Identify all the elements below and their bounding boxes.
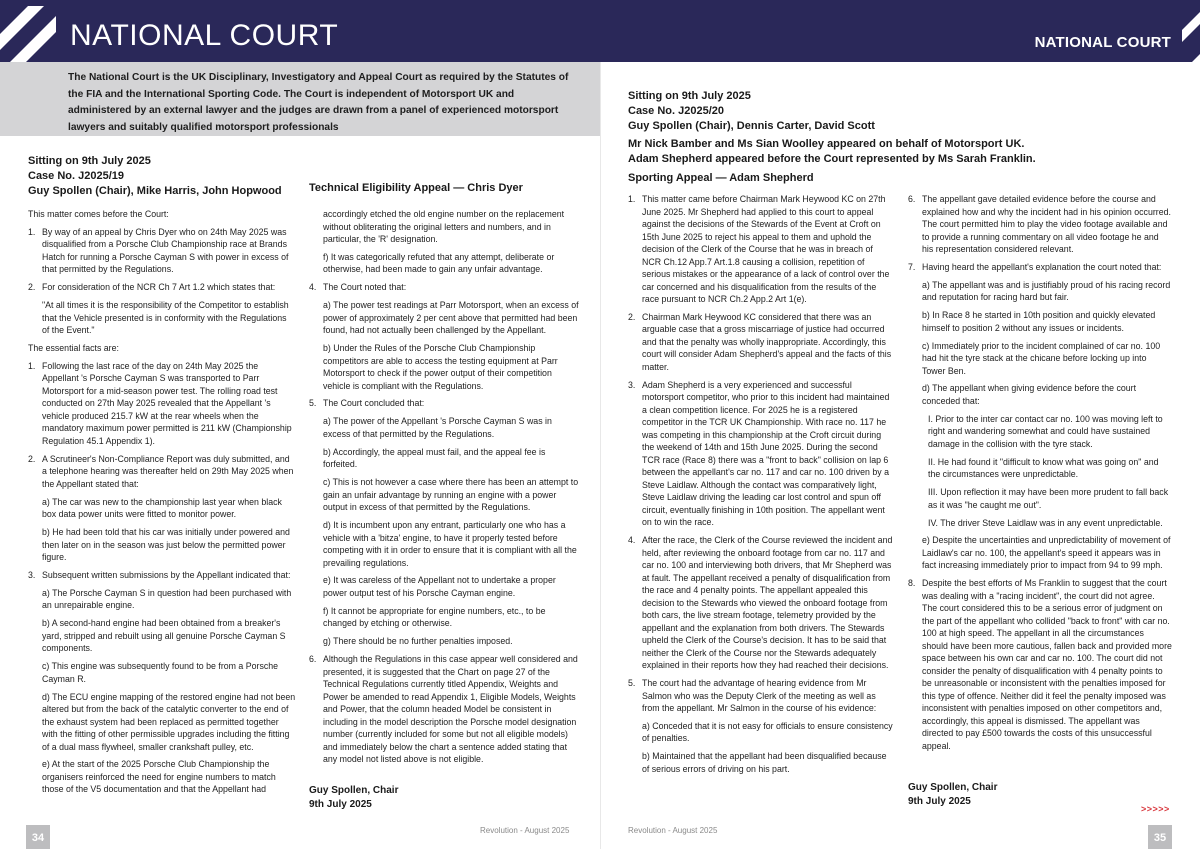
list-item: 2. Chairman Mark Heywood KC considered that there was an arguable case that a gross miscarriage of justice had occurred and that the penalty was wholly inappropriate. Accordingly, this court will consider Adam Shepherd's appeal and the facts of this matter.: [628, 311, 892, 372]
sub-sub-item: IV. The driver Steve Laidlaw was in any event unpredictable.: [928, 517, 1163, 528]
sub-item: c) This engine was subsequently found to be from a Porsche Cayman R.: [42, 661, 279, 684]
stripe-decoration-right: [1178, 0, 1200, 62]
case-header-left: [28, 154, 282, 199]
list-item: 2. For consideration of the NCR Ch 7 Art 1.2 which states that:: [28, 282, 276, 293]
sub-item: c) Immediately prior to the incident complained of car no. 100 had hit the tyre stack at the chicane before locking up into Tower Ben.: [922, 340, 1161, 376]
publication-left: Revolution - August 2025: [480, 826, 570, 835]
sub-item: b) Accordingly, the appeal must fail, and the appeal fee is forfeited.: [323, 446, 546, 470]
list-item: 1. This matter came before Chairman Mark Heywood KC on 27th June 2025. Mr Shepherd had applied to this court to appeal against the decisions of the Stewards of the Event at Croft on 15th June 2025 to reject his appeal to them and uphold the decision of the Clerk of the Course that he was in breach of NCR Ch.12 App.7 Art.1.8 causing a collision, repetition of serious mistakes or the appearance of a lack of control over the car concerned and his disqualification from the results of the race pursuant to NCR Ch.2 App.2 Art 1(e).: [628, 194, 890, 304]
paragraph: The essential facts are:: [28, 343, 119, 354]
signoff-name: Guy Spollen, Chair: [309, 785, 399, 796]
list-item: 6. Although the Regulations in this case appear well considered and presented, it is suggested that the Chart on page 27 of the Technical Regulations currently titled Appendix, Weights and Power be amended to read Appendix 1, Eligible Models, Weights and Power, that the column headed Model be consistent in including in the model description the Porsche model designation number (currently included for some but not all eligible models) and immediately below the chart a sentence added stating that any model not listed above is not eligible.: [309, 654, 578, 765]
signoff-right: [908, 781, 997, 808]
appeal-title-right: Sporting Appeal — Adam Shepherd: [628, 172, 814, 184]
signoff-date: 9th July 2025: [309, 798, 372, 810]
intro-text: The National Court is the UK Disciplinary, Investigatory and Appeal Court as required by the Statutes of the FIA and the International Sporting Code. The Court is independent of Motorsport UK and administered by an external lawyer and the judges are drawn from a panel of experienced motorsport lawyers and suitably qualified motorsport professionals: [68, 72, 569, 133]
column-2: [309, 208, 579, 771]
signoff-date: 9th July 2025: [908, 795, 971, 807]
header-bar: [0, 0, 1200, 62]
sub-item: a) The power of the Appellant 's Porsche Cayman S was in excess of that permitted by the Regulations.: [323, 416, 552, 439]
signoff-left: [309, 784, 398, 811]
sub-item: b) In Race 8 he started in 10th position and quickly elevated himself to position 2 without any issues or incidents.: [922, 310, 1156, 333]
sub-item: d) The appellant when giving evidence before the court conceded that:: [922, 383, 1137, 406]
signoff-name: Guy Spollen, Chair: [908, 782, 998, 793]
sitting-date: Sitting on 9th July 2025: [628, 90, 751, 102]
list-item: 1. Following the last race of the day on 24th May 2025 the Appellant 's Porsche Cayman S was transported to Parr Motorsport for a mid-season power test. The rolling road test conducted on 27th May 2025 revealed that the Appellant 's vehicle produced 215.7 kW at the rear wheels when the mandatory maximum power permitted is 211 kW (Championship Regulation 45.1 Appendix 1).: [28, 360, 292, 446]
sub-item: a) The car was new to the championship last year when black box data power units were fitted to monitor power.: [42, 496, 282, 520]
stripe-decoration-left: [0, 0, 60, 62]
list-item: 7. Having heard the appellant's explanation the court noted that:: [908, 261, 1162, 272]
sub-item: b) A second-hand engine had been obtained from a breaker's yard, stripped and rebuilt using all genuine Porsche Cayman S components.: [42, 618, 286, 654]
list-item: 8. Despite the best efforts of Ms Franklin to suggest that the court was dealing with a "racing incident", the court did not agree. The court considered this to be a serious error of judgment on the part of the appellant who collided "back to front" with car no. 100 at high speed. The appellant in all the circumstances should have been more cautious, fallen back and provided more space between his own car and car no. 100. The court did not consider the penalty of disqualification with 4 penalty points to be unreasonable or inconsistent with the penalties imposed for this type of offence. Neither did it feel the penalty imposed was inconsistent with penalties imposed on other competitors and, accordingly, this appeal is dismissed. The appellant was directed to pay £500 towards the costs of this unsuccessful appeal.: [908, 578, 1172, 751]
paragraph: This matter comes before the Court:: [28, 209, 169, 219]
panel-members: Guy Spollen (Chair), Dennis Carter, David Scott: [628, 120, 875, 132]
appearances: [628, 137, 1036, 167]
sub-item: b) Under the Rules of the Porsche Club Championship competitors are able to access the testing equipment at Parr Motorsport to check if the power output of their competition vehicle is compliant with the Regulations.: [323, 343, 558, 391]
sub-item: a) Conceded that it is not easy for officials to ensure consistency of penalties.: [642, 720, 893, 744]
sub-item: c) This is not however a case where there has been an attempt to gain an unfair advantage by running an engine with a power output in excess of that permitted by the Regulations.: [323, 477, 579, 513]
sub-item: a) The appellant was and is justifiably proud of his racing record and reputation for racing hard but fair.: [922, 279, 1171, 303]
case-number: Case No. J2025/20: [628, 105, 725, 117]
sub-item: g) There should be no further penalties imposed.: [323, 636, 513, 647]
sub-item: d) The ECU engine mapping of the restored engine had not been altered but from the back of the catalytic converter to the end of the exhaust system had been replaced as permitted together with the fitting of other permissible upgrades including the fitting of a dual mass flywheel, smaller crankshaft pulley, etc.: [42, 691, 296, 752]
list-item: 3. Adam Shepherd is a very experienced and successful motorsport competitor, who prior to this incident had maintained a clean competition licence. For 2025 he is a registered competitor in the TCR UK Championship. With race no. 117 he was competing in this championship at the Croft circuit during the weekend of 14th and 15th June 2025. During the second TCR race (Race 8) there was a "front to back" collision on lap 6 between the appellant's car no. 117 and car no. 100 driven by a Steve Laidlaw. Although the contact was comparatively light, Steve Laidlaw driving the leading car lost control and spun off circuit, eventually finishing in 10th position. The appellant went on to win the race.: [628, 379, 890, 528]
column-1: [28, 208, 296, 801]
sub-item: a) The power test readings at Parr Motorsport, when an excess of power of approximately 2 per cent above that permitted had been found, had not actually been challenged by the Appellant.: [323, 300, 579, 336]
sub-item: e) It was careless of the Appellant not to undertake a proper power output test of his Porsche Cayman engine.: [323, 575, 556, 598]
appearance-line: Mr Nick Bamber and Ms Sian Woolley appeared on behalf of Motorsport UK.: [628, 138, 1025, 150]
page-number-right: 35: [1148, 825, 1172, 849]
continue-arrows: >>>>>: [1141, 804, 1170, 814]
sub-item: accordingly etched the old engine number on the replacement without obliterating the original letters and numbers, and in particular, the 'R' designation.: [323, 209, 565, 244]
sub-sub-item: II. He had found it "difficult to know what was going on" and the circumstances were unpredictable.: [928, 456, 1159, 480]
appearance-line: Adam Shepherd appeared before the Court represented by Ms Sarah Franklin.: [628, 153, 1036, 165]
list-item: 2. A Scrutineer's Non-Compliance Report was duly submitted, and a telephone hearing was thereafter held on 29th May 2025 when the Appellant stated that:: [28, 453, 294, 489]
sub-item: b) He had been told that his car was initially under powered and then later on in the season was just below the permitted power figure.: [42, 527, 290, 563]
sub-item: e) Despite the uncertainties and unpredictability of movement of Laidlaw's car no. 100, the appellant's speed it appears was in fact increasing immediately prior to impact from 94 to 99 mph.: [922, 535, 1171, 571]
sub-item: a) The Porsche Cayman S in question had been purchased with an unrepairable engine.: [42, 587, 292, 611]
sub-item: b) Maintained that the appellant had been disqualified because of serious errors of driving on his part.: [642, 751, 887, 774]
column-3: [628, 193, 893, 781]
list-item: 6. The appellant gave detailed evidence before the course and explained how and why the incident had in his opinion occurred. The court permitted him to play the video footage available and to provide a running commentary on all video footage he and his representation considered relevant.: [908, 194, 1171, 254]
page-title-right: NATIONAL COURT: [1034, 34, 1171, 51]
sub-sub-item: III. Upon reflection it may have been more prudent to fall back as it was "he caught me out".: [928, 487, 1169, 510]
page-gutter: [600, 62, 601, 849]
list-item: 3. Subsequent written submissions by the Appellant indicated that:: [28, 570, 291, 581]
list-item: 4. The Court noted that:: [309, 282, 407, 293]
list-item: 5. The Court concluded that:: [309, 398, 425, 409]
list-item: 1. By way of an appeal by Chris Dyer who on 24th May 2025 was disqualified from a Porsche Club Championship race at Brands Hatch for running a Porsche Cayman S with power in excess of that permitted by the Regulations.: [28, 226, 289, 275]
quote: "At all times it is the responsibility of the Competitor to establish that the Vehicle presented is in conformity with the Regulations of the Event.": [42, 300, 289, 336]
sitting-date: Sitting on 9th July 2025: [28, 155, 151, 167]
sub-item: f) It cannot be appropriate for engine numbers, etc., to be changed by etching or otherwise.: [323, 605, 546, 629]
sub-item: e) At the start of the 2025 Porsche Club Championship the organisers reinforced the need for engine numbers to match those of the V5 documentation and that the Appellant had: [42, 759, 276, 795]
case-header-right: [628, 89, 875, 134]
column-4: [908, 193, 1172, 758]
publication-right: Revolution - August 2025: [628, 826, 718, 835]
sub-sub-item: I. Prior to the inter car contact car no. 100 was moving left to right and wandering somewhat and could have sustained damage in the collision with the tyre stack.: [928, 413, 1163, 449]
list-item: 4. After the race, the Clerk of the Course reviewed the incident and held, after reviewing the onboard footage from car no. 117 and car no. 100 and interviewing both drivers, that Mr Shepherd was at fault. The appellant received a penalty of disqualification from the race and 4 penalty points. The appellant appealed this decision to the Stewards who viewed the onboard footage from both cars, the live stream footage, telemetry provided by the appellant and the explanation from both drivers. The Stewards upheld the Clerk of the Course's decision. It has to be said that neither the Clerk of the Course nor the Stewards adequately explained in their reports how they had reached their decisions.: [628, 535, 893, 671]
panel-members: Guy Spollen (Chair), Mike Harris, John Hopwood: [28, 185, 282, 197]
list-item: 5. The court had the advantage of hearing evidence from Mr Salmon who was the Deputy Clerk of the meeting as well as from the appellant. Mr Salmon in the course of his evidence:: [628, 678, 877, 714]
sub-item: f) It was categorically refuted that any attempt, deliberate or otherwise, had been made to gain any unfair advantage.: [323, 251, 555, 275]
page-number-left: 34: [26, 825, 50, 849]
case-number: Case No. J2025/19: [28, 170, 125, 182]
appeal-title-left: Technical Eligibility Appeal — Chris Dyer: [309, 182, 523, 194]
sub-item: d) It is incumbent upon any entrant, particularly one who has a vehicle with a 'bitza' engine, to have it properly tested before competing with it in order to ensure that it is compliant with all the prevailing regulations.: [323, 520, 577, 568]
page-title-left: NATIONAL COURT: [70, 19, 339, 52]
